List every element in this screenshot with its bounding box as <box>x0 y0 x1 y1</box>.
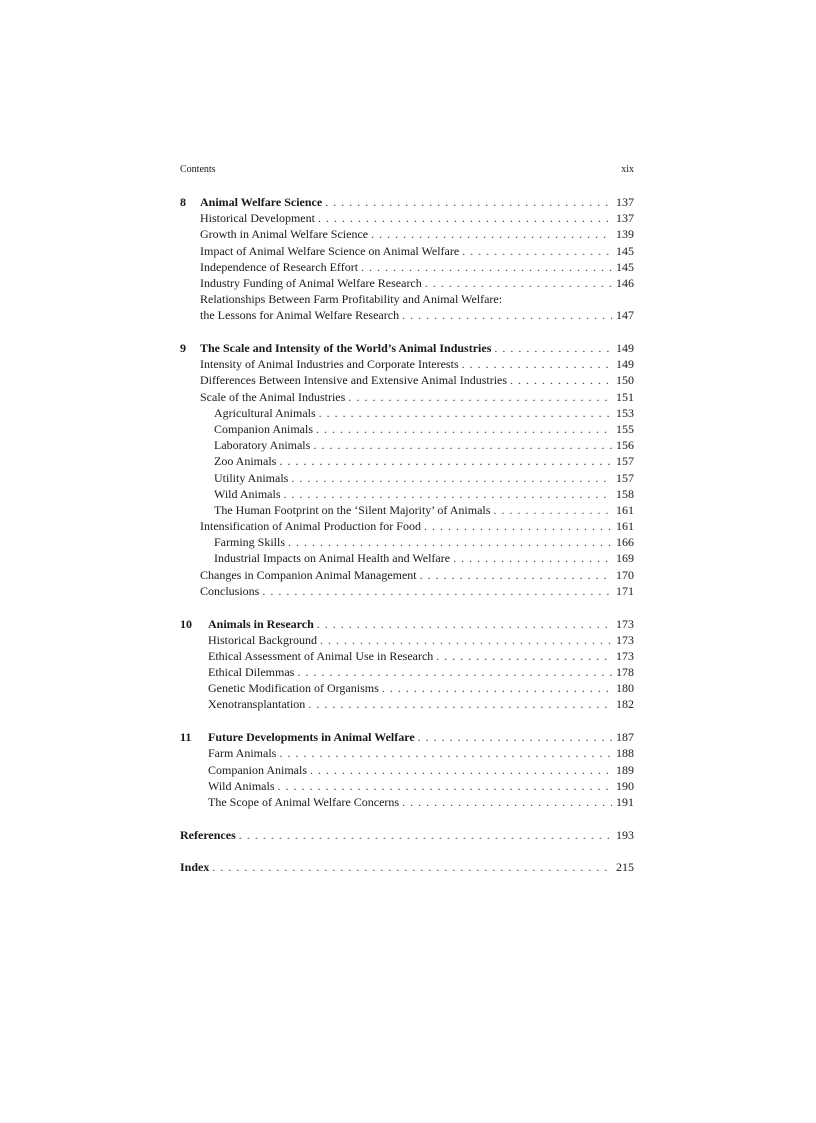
toc-entry-page: 215 <box>616 860 634 875</box>
dot-leader <box>259 583 612 599</box>
toc-entry-title: Wild Animals <box>214 486 281 501</box>
toc-entry-title: Industrial Impacts on Animal Health and Welfare <box>214 551 451 566</box>
toc-entry[interactable] <box>180 307 634 323</box>
toc-entry-page: 151 <box>616 389 634 404</box>
contents-page <box>180 163 634 875</box>
toc-entry-page: 145 <box>616 259 634 274</box>
dot-leader <box>288 470 612 486</box>
dot-leader <box>307 762 612 778</box>
toc-entry-title: Agricultural Animals <box>214 405 316 420</box>
toc-entry-page: 171 <box>616 583 634 598</box>
toc-entry[interactable] <box>180 356 634 372</box>
toc-entry-title: Growth in Animal Welfare Science <box>200 227 369 242</box>
toc-entry-title: Laboratory Animals <box>214 438 311 453</box>
dot-leader <box>421 518 612 534</box>
chapter-number: 11 <box>180 730 192 745</box>
dot-leader <box>314 616 612 632</box>
dot-leader <box>236 827 612 843</box>
toc-entry-title: Impact of Animal Welfare Science on Animal Welfare <box>200 243 460 258</box>
toc-entry[interactable] <box>180 778 634 794</box>
toc-entry-heading[interactable] <box>180 827 634 843</box>
toc-entry-page: 187 <box>616 730 634 745</box>
toc-entry-page: 170 <box>616 567 634 582</box>
dot-leader <box>315 210 612 226</box>
toc-entry-title: Relationships Between Farm Profitability and Animal Welfare: <box>200 292 503 307</box>
chapter-number: 10 <box>180 616 192 631</box>
dot-leader <box>358 259 612 275</box>
toc-entry-page: 137 <box>616 195 634 209</box>
dot-leader <box>422 275 612 291</box>
toc-entry[interactable] <box>180 243 634 259</box>
toc-entry-page: 189 <box>616 762 634 777</box>
toc-entry-title: Farm Animals <box>208 746 277 761</box>
toc-entry-heading[interactable] <box>180 616 634 632</box>
toc-entry-title: Utility Animals <box>214 470 289 485</box>
toc-entry-title: References <box>180 827 236 842</box>
toc-gap <box>180 810 634 827</box>
toc-entry-page: 188 <box>616 746 634 761</box>
toc-entry-title: Historical Development <box>200 211 315 226</box>
toc-entry-page: 166 <box>616 535 634 550</box>
toc-entry-page: 190 <box>616 778 634 793</box>
toc-entry-title: the Lessons for Animal Welfare Research <box>200 308 400 323</box>
toc-entry[interactable] <box>180 696 634 712</box>
toc-entry-title: Scale of the Animal Industries <box>200 389 346 404</box>
toc-entry[interactable] <box>180 567 634 583</box>
toc-entry-page: 173 <box>616 616 634 631</box>
toc-entry[interactable] <box>180 389 634 405</box>
toc-entry-page: 156 <box>616 438 634 453</box>
chapter-number: 9 <box>180 341 186 355</box>
dot-leader <box>379 680 612 696</box>
dot-leader <box>317 632 612 648</box>
toc-entry[interactable] <box>180 486 634 502</box>
toc-entry-title: Companion Animals <box>208 762 307 777</box>
dot-leader <box>313 421 612 437</box>
toc-entry-page: 146 <box>616 275 634 290</box>
toc-entry-title: Intensification of Animal Production for Food <box>200 519 421 534</box>
dot-leader <box>433 648 612 664</box>
dot-leader <box>399 307 612 323</box>
toc-entry-title: Changes in Companion Animal Management <box>200 567 417 582</box>
dot-leader <box>281 486 612 502</box>
toc-entry[interactable] <box>180 405 634 421</box>
toc-entry-page: 145 <box>616 243 634 258</box>
dot-leader <box>399 794 612 810</box>
toc-entry-title: Intensity of Animal Industries and Corporate Interests <box>200 357 459 372</box>
toc-entry[interactable] <box>180 745 634 761</box>
dot-leader <box>368 226 612 242</box>
dot-leader <box>305 696 612 712</box>
toc-entry-heading[interactable] <box>180 194 634 210</box>
toc-entry-page: 150 <box>616 373 634 388</box>
toc-entry-title: Differences Between Intensive and Extensive Animal Industries <box>200 373 508 388</box>
toc-entry[interactable] <box>180 259 634 275</box>
toc-entry-page: 155 <box>616 421 634 436</box>
dot-leader <box>490 502 612 518</box>
toc-entry-title: The Scale and Intensity of the World’s Animal Industries <box>200 341 492 355</box>
toc-gap <box>180 599 634 616</box>
toc-entry[interactable] <box>180 794 634 810</box>
toc-entry[interactable] <box>180 421 634 437</box>
toc-entry-page: 157 <box>616 454 634 469</box>
toc-entry[interactable] <box>180 210 634 226</box>
toc-entry[interactable] <box>180 518 634 534</box>
toc-entry[interactable] <box>180 680 634 696</box>
toc-entry[interactable] <box>180 470 634 486</box>
toc-entry-page: 158 <box>616 486 634 501</box>
toc-entry-page: 182 <box>616 697 634 712</box>
toc-entry-title: Farming Skills <box>214 535 286 550</box>
toc-entry-title: The Human Footprint on the ‘Silent Majority’ of Animals <box>214 502 491 517</box>
dot-leader <box>459 356 612 372</box>
dot-leader <box>345 389 612 405</box>
dot-leader <box>491 340 612 356</box>
running-header-title: Contents <box>180 164 216 175</box>
dot-leader <box>322 194 612 210</box>
toc-entry-title: The Scope of Animal Welfare Concerns <box>208 794 400 809</box>
toc-entry-title: Companion Animals <box>214 421 313 436</box>
toc-entry[interactable] <box>180 762 634 778</box>
chapter-number: 8 <box>180 195 186 209</box>
toc-entry-title: Zoo Animals <box>214 454 277 469</box>
toc-entry[interactable] <box>180 275 634 291</box>
toc-entry[interactable] <box>180 437 634 453</box>
dot-leader <box>316 405 612 421</box>
toc-entry[interactable] <box>180 550 634 566</box>
toc-entry-heading[interactable] <box>180 859 634 875</box>
toc-entry-page: 180 <box>616 681 634 696</box>
toc-entry-title: Index <box>180 860 210 875</box>
dot-leader <box>275 778 612 794</box>
toc-entry[interactable] <box>180 502 634 518</box>
toc-entry[interactable] <box>180 226 634 242</box>
dot-leader <box>507 372 612 388</box>
running-header <box>180 163 634 176</box>
dot-leader <box>310 437 612 453</box>
toc-entry[interactable] <box>180 648 634 664</box>
dot-leader <box>459 243 612 259</box>
toc-entry-page: 161 <box>616 502 634 517</box>
toc-entry[interactable] <box>180 632 634 648</box>
toc-entry[interactable] <box>180 534 634 550</box>
toc-entry-title: Animals in Research <box>208 616 314 631</box>
toc-entry-page: 157 <box>616 470 634 485</box>
dot-leader <box>285 534 612 550</box>
toc-entry-title: Conclusions <box>200 583 260 598</box>
toc-entry-page: 149 <box>616 341 634 355</box>
toc-entry-title: Ethical Dilemmas <box>208 665 295 680</box>
toc-entry-title: Future Developments in Animal Welfare <box>208 730 415 745</box>
toc-entry[interactable] <box>180 291 634 307</box>
toc-gap <box>180 713 634 730</box>
toc-entry-title: Historical Background <box>208 632 317 647</box>
toc-entry-page: 147 <box>616 308 634 323</box>
toc-entry-page: 178 <box>616 665 634 680</box>
toc-entry-title: Xenotransplantation <box>208 697 306 712</box>
toc-entry-page: 191 <box>616 794 634 809</box>
toc-entry[interactable] <box>180 453 634 469</box>
toc-gap <box>180 324 634 341</box>
toc-entry[interactable] <box>180 372 634 388</box>
toc-entry-page: 173 <box>616 648 634 663</box>
toc-gap <box>180 843 634 860</box>
toc-entry-title: Wild Animals <box>208 778 275 793</box>
toc-entry[interactable] <box>180 664 634 680</box>
toc-entry-title: Industry Funding of Animal Welfare Research <box>200 275 422 290</box>
dot-leader <box>276 745 612 761</box>
toc-entry-page: 153 <box>616 405 634 420</box>
dot-leader <box>417 567 612 583</box>
dot-leader <box>276 453 612 469</box>
toc-entry-title: Independence of Research Effort <box>200 259 359 274</box>
toc-entry-title: Animal Welfare Science <box>200 195 323 209</box>
dot-leader <box>415 729 612 745</box>
table-of-contents <box>180 194 634 875</box>
toc-entry-heading[interactable] <box>180 340 634 356</box>
toc-entry-page: 161 <box>616 519 634 534</box>
toc-entry-page: 137 <box>616 211 634 226</box>
dot-leader <box>450 550 612 566</box>
page-number: xix <box>621 164 634 175</box>
toc-entry-title: Ethical Assessment of Animal Use in Research <box>208 648 434 663</box>
toc-entry-title: Genetic Modification of Organisms <box>208 681 379 696</box>
dot-leader <box>294 664 612 680</box>
toc-entry-page: 173 <box>616 632 634 647</box>
toc-entry-heading[interactable] <box>180 729 634 745</box>
toc-entry-page: 149 <box>616 357 634 372</box>
toc-entry-page: 139 <box>616 227 634 242</box>
toc-entry-page: 169 <box>616 551 634 566</box>
toc-entry[interactable] <box>180 583 634 599</box>
toc-entry-page: 193 <box>616 827 634 842</box>
dot-leader <box>209 859 612 875</box>
